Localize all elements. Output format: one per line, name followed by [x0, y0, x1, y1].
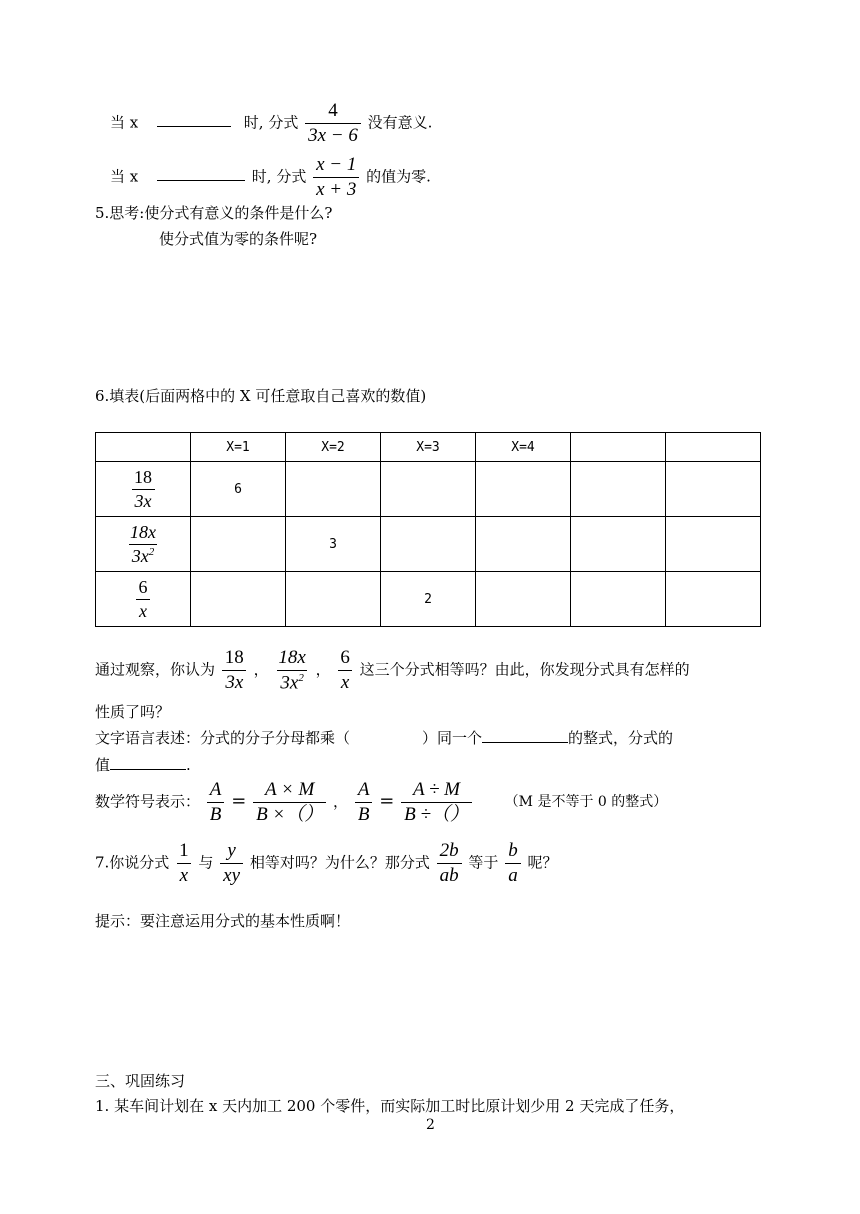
line-1 — [110, 100, 432, 147]
symbolic-line: 数学符号表示： $\frac{A}{B}$ = $\frac{A \times M}{B \times()}$ ， $\frac{A}{B}$ = $\frac{A \div M}{B \div()}$ （M 是不等于 0 的整式） — [95, 779, 668, 825]
fraction-1-over-x: $\frac{1}{x}$ — [176, 840, 192, 887]
table-cell[interactable] — [381, 462, 476, 517]
table-header-cell: X=2 — [286, 433, 381, 462]
symbolic-note: （M 是不等于 0 的整式） — [504, 794, 668, 811]
answer-blank-verbal-2[interactable] — [482, 742, 568, 743]
fraction-18x-over-3x2: $\frac{18x}{3x^2}$ — [278, 647, 306, 694]
q5-sub: 使分式值为零的条件呢? — [159, 230, 318, 248]
observe-line-2: 性质了吗？ — [95, 703, 171, 721]
row-label-18-over-3x: $\frac{18}{3x}$ — [96, 462, 191, 517]
answer-blank-1[interactable] — [157, 126, 231, 127]
table-cell[interactable] — [381, 517, 476, 572]
line1-text-a: 时, 分式 — [243, 113, 299, 132]
row-label-18x-over-3x2: $\frac{18x}{3x^2}$ — [96, 517, 191, 572]
table-header-cell[interactable] — [666, 433, 761, 462]
value-table — [95, 432, 761, 627]
page-number: 2 — [426, 1117, 435, 1133]
table-cell[interactable] — [666, 462, 761, 517]
table-cell[interactable]: 6 — [191, 462, 286, 517]
fraction-y-over-xy: $\frac{y}{xy}$ — [220, 840, 243, 887]
table-cell[interactable] — [571, 572, 666, 627]
table-row — [96, 462, 761, 517]
table-cell[interactable] — [286, 572, 381, 627]
fraction-b-over-a: $\frac{b}{a}$ — [505, 840, 521, 887]
verbal-line: 文字语言表述：分式的分子分母都乘（ ）同一个 的整式，分式的 — [95, 729, 674, 747]
table-cell[interactable] — [571, 517, 666, 572]
table-cell[interactable] — [666, 572, 761, 627]
table-cell[interactable] — [191, 572, 286, 627]
fraction-6-over-x: $\frac{6}{x}$ — [337, 647, 353, 694]
row-label-6-over-x: $\frac{6}{x}$ — [96, 572, 191, 627]
table-cell[interactable] — [476, 462, 571, 517]
table-row — [96, 572, 761, 627]
table-cell[interactable] — [286, 462, 381, 517]
q5-title: 5.思考:使分式有意义的条件是什么? — [95, 204, 333, 222]
table-header-cell — [96, 433, 191, 462]
fraction-2b-over-ab: $\frac{2b}{ab}$ — [437, 840, 462, 887]
table-cell[interactable] — [191, 517, 286, 572]
line-2 — [110, 154, 431, 201]
line2-prefix: 当 x — [110, 167, 139, 186]
table-row — [96, 517, 761, 572]
table-header-row — [96, 433, 761, 462]
table-cell[interactable] — [476, 517, 571, 572]
table-cell[interactable]: 3 — [286, 517, 381, 572]
q7-line: 7.你说分式 $\frac{1}{x}$ 与 $\frac{y}{xy}$ 相等对吗？为什么？那分式 $\frac{2b}{ab}$ 等于 $\frac{b}{a}$ 呢？ — [95, 840, 558, 886]
fraction-a-div-m-over-b: $\frac{A \div M}{B \div()}$ — [401, 779, 472, 826]
fraction-a-over-b: $\frac{A}{B}$ — [207, 779, 225, 826]
answer-blank-2[interactable] — [157, 180, 245, 181]
verbal-line-2: 值 . — [95, 756, 191, 774]
answer-blank-verbal-3[interactable] — [110, 769, 186, 770]
line1-text-b: 没有意义. — [367, 113, 433, 132]
section-3-heading: 三、巩固练习 — [95, 1072, 186, 1090]
table-header-cell[interactable] — [571, 433, 666, 462]
table-cell[interactable] — [571, 462, 666, 517]
hint-text: 提示：要注意运用分式的基本性质啊！ — [95, 912, 351, 930]
line2-text-a: 时, 分式 — [251, 167, 307, 186]
observe-line: 通过观察，你认为 $\frac{18}{3x}$ ， $\frac{18x}{3x^2}$ ， $\frac{6}{x}$ 这三个分式相等吗？由此，你发现分式具有怎样的 — [95, 647, 690, 694]
table-cell[interactable]: 2 — [381, 572, 476, 627]
table-cell[interactable] — [666, 517, 761, 572]
fraction-a-over-b-2: $\frac{A}{B}$ — [355, 779, 373, 826]
fraction-4-over-3x-6: $\frac{4}{3x - 6}$ — [305, 100, 361, 147]
fraction-x-1-over-x-3: $\frac{x - 1}{x + 3}$ — [313, 154, 359, 201]
line1-prefix: 当 x — [110, 113, 139, 132]
table-header-cell: X=1 — [191, 433, 286, 462]
line2-text-b: 的值为零. — [366, 167, 431, 186]
fraction-am-over-b: $\frac{A \times M}{B \times()}$ — [253, 779, 326, 826]
fraction-18-over-3x: $\frac{18}{3x}$ — [222, 647, 247, 694]
exercise-1-text: 1. 某车间计划在 x 天内加工 200 个零件，而实际加工时比原计划少用 2 天完成了任务， — [95, 1097, 685, 1115]
q6-title: 6.填表(后面两格中的 X 可任意取自己喜欢的数值) — [95, 387, 427, 405]
table-header-cell: X=4 — [476, 433, 571, 462]
table-cell[interactable] — [476, 572, 571, 627]
table-header-cell: X=3 — [381, 433, 476, 462]
